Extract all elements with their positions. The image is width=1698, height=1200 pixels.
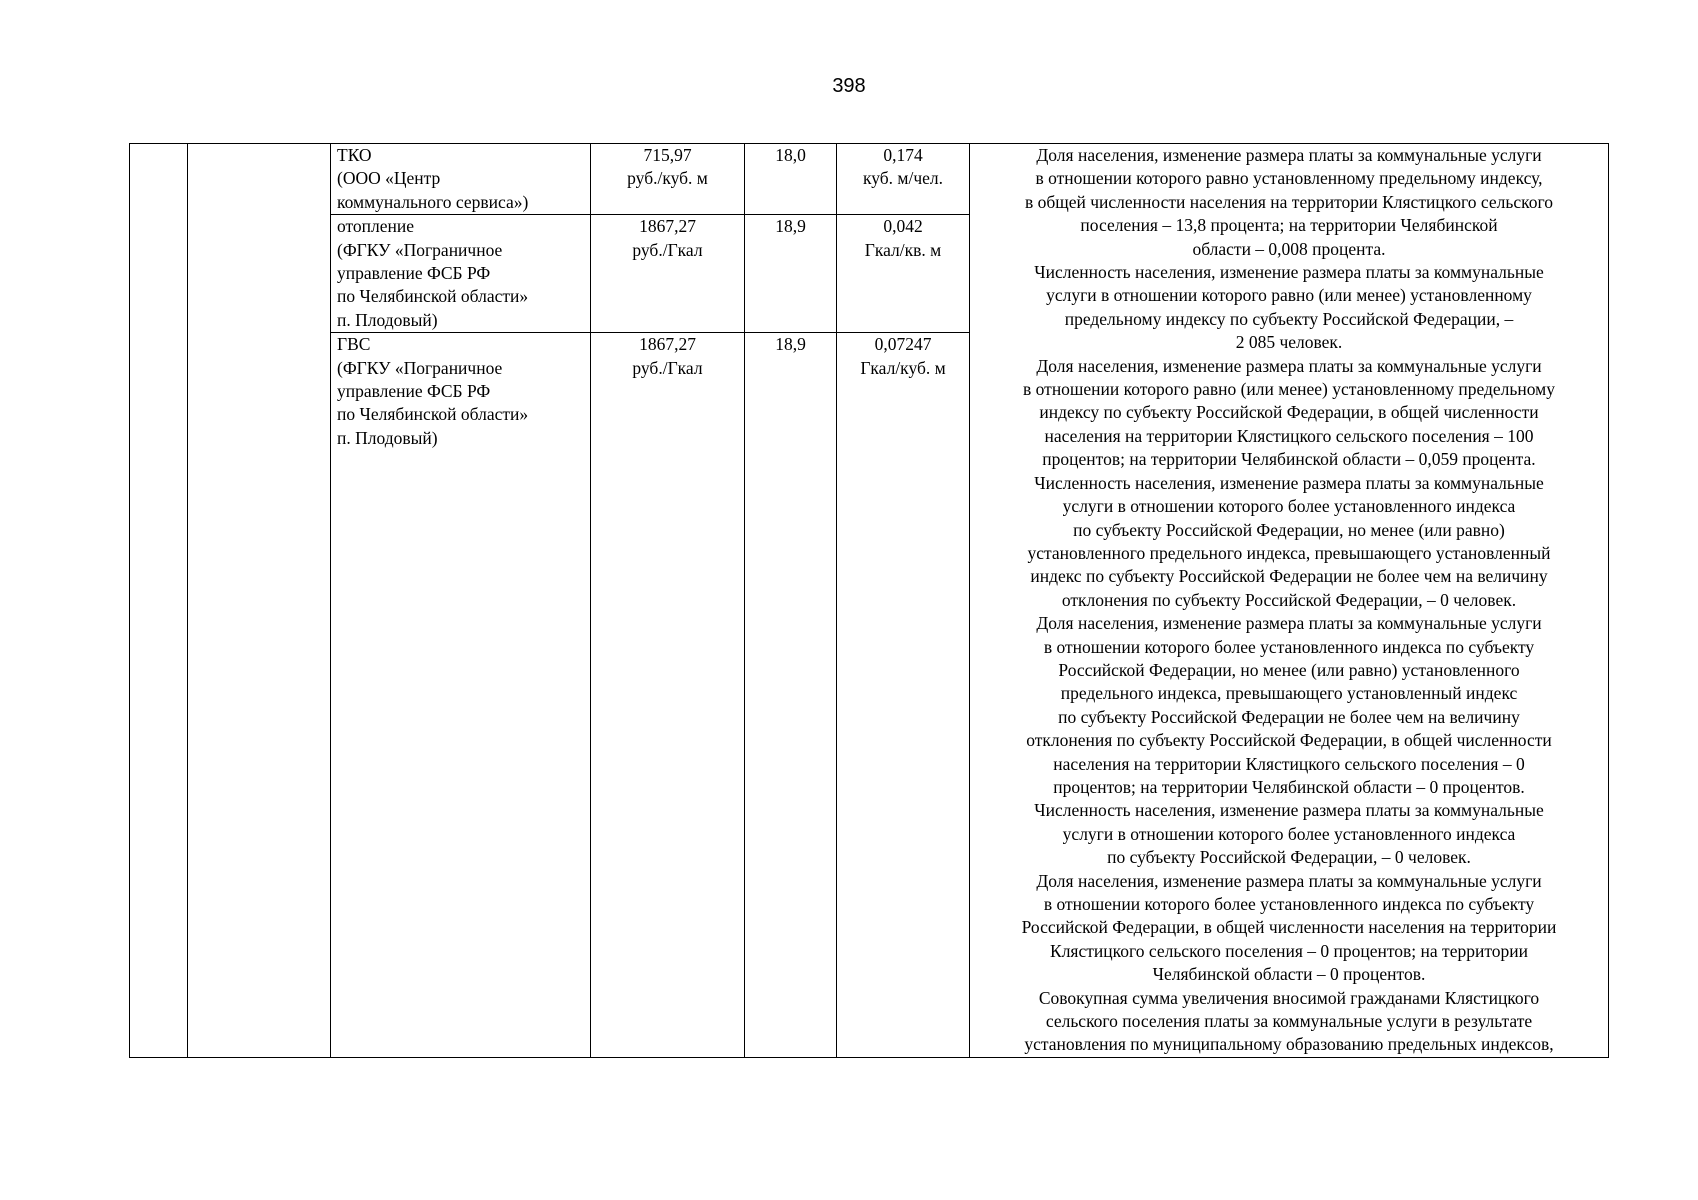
description-line: Доля населения, изменение размера платы за коммунальные услуги [1036,870,1542,891]
page-number: 398 [832,75,866,97]
description-line: Челябинской области – 0 процентов. [1152,964,1426,985]
description-line: по субъекту Российской Федерации, – 0 человек. [1107,847,1471,868]
service-line: (ФГКУ «Пограничное [337,239,503,260]
norm-value: 0,174 [883,145,923,165]
empty-cell-number [130,144,188,1058]
description-line: по субъекту Российской Федерации не более чем на величину [1058,706,1520,727]
tariff-cell [591,215,745,333]
service-line: по Челябинской области» [337,404,529,425]
index-value: 18,9 [775,216,806,237]
description-line: в отношении которого равно установленному предельному индексу, [1035,168,1543,189]
description-line: населения на территории Клястицкого сельского поселения – 0 [1053,753,1525,774]
description-line: в отношении которого более установленного индекса по субъекту [1043,894,1535,914]
service-cell [331,333,591,1058]
index-cell [745,144,837,215]
norm-unit: Гкал/кв. м [864,239,942,260]
description-line: отклонения по субъекту Российской Федерации, – 0 человек. [1061,589,1517,610]
norm-cell [837,333,970,1058]
tariff-table [129,143,1609,1058]
service-line: (ООО «Центр [337,168,441,189]
empty-cell-municipality [188,144,331,1058]
description-line: по субъекту Российской Федерации, но менее (или равно) [1073,519,1505,540]
description-line: Доля населения, изменение размера платы за коммунальные услуги [1036,355,1542,376]
description-line: Клястицкого сельского поселения – 0 процентов; на территории [1050,940,1528,961]
description-line: процентов; на территории Челябинской области – 0 процентов. [1053,776,1525,797]
description-line: Численность населения, изменение размера платы за коммунальные [1034,262,1544,283]
description-line: установленного предельного индекса, превышающего установленный [1027,542,1551,563]
description-line: предельному индексу по субъекту Российской Федерации, – [1064,308,1514,329]
description-line: области – 0,008 процента. [1192,238,1386,259]
description-line: отклонения по субъекту Российской Федерации, в общей численности [1026,730,1552,751]
description-line: Численность населения, изменение размера платы за коммунальные [1034,472,1544,493]
description-line: в общей численности населения на территории Клястицкого сельского [1024,191,1554,212]
service-line: п. Плодовый) [337,427,438,448]
norm-unit: Гкал/куб. м [860,357,946,378]
tariff-cell [591,144,745,215]
service-line: управление ФСБ РФ [337,263,491,284]
tariff-value: 1867,27 [639,334,696,355]
norm-value: 0,07247 [874,334,932,355]
description-line: индекс по субъекту Российской Федерации не более чем на величину [1030,566,1548,587]
tariff-value: 1867,27 [639,216,696,237]
index-cell [745,333,837,1058]
index-value: 18,0 [775,145,806,165]
description-line: поселения – 13,8 процента; на территории Челябинской [1080,215,1498,236]
norm-cell [837,144,970,215]
description-line: индексу по субъекту Российской Федерации, в общей численности [1039,402,1539,423]
description-line: услуги в отношении которого равно (или менее) установленному [1046,285,1532,306]
description-line: Российской Федерации, но менее (или равно) установленного [1058,659,1520,680]
description-line: процентов; на территории Челябинской области – 0,059 процента. [1042,449,1536,470]
description-line: 2 085 человек. [1235,332,1343,353]
description-line: Доля населения, изменение размера платы за коммунальные услуги [1036,613,1542,634]
description-line: Российской Федерации, в общей численности населения на территории [1021,917,1557,938]
description-line: Доля населения, изменение размера платы за коммунальные услуги [1036,145,1542,165]
description-line: услуги в отношении которого более установленного индекса [1062,823,1516,844]
description-line: установления по муниципальному образованию предельных индексов, [1024,1034,1554,1055]
index-value: 18,9 [775,334,806,355]
description-line: предельного индекса, превышающего установленный индекс [1060,683,1518,704]
description-line: Совокупная сумма увеличения вносимой гражданами Клястицкого [1038,987,1540,1008]
table-row [130,144,1609,215]
service-cell [331,215,591,333]
description-cell [970,144,1609,1058]
service-line: ГВС [337,334,371,355]
tariff-cell [591,333,745,1058]
description-line: услуги в отношении которого более установленного индекса [1062,496,1516,517]
description-line: в отношении которого равно (или менее) установленному предельному [1023,379,1555,400]
service-line: ТКО [337,145,372,165]
service-line: по Челябинской области» [337,286,529,307]
service-line: коммунального сервиса») [337,191,529,212]
norm-value: 0,042 [883,216,923,237]
tariff-unit: руб./Гкал [632,357,703,378]
description-line: в отношении которого более установленного индекса по субъекту [1043,636,1535,657]
description-line: сельского поселения платы за коммунальные услуги в результате [1045,1011,1533,1032]
norm-unit: куб. м/чел. [862,168,944,189]
tariff-unit: руб./Гкал [632,239,703,260]
tariff-value: 715,97 [643,145,692,165]
service-cell [331,144,591,215]
service-line: управление ФСБ РФ [337,381,491,402]
index-cell [745,215,837,333]
norm-cell [837,215,970,333]
service-line: (ФГКУ «Пограничное [337,357,503,378]
service-line: п. Плодовый) [337,309,438,330]
tariff-unit: руб./куб. м [627,168,708,189]
service-line: отопление [337,216,415,237]
description-line: Численность населения, изменение размера платы за коммунальные [1034,800,1544,821]
description-line: населения на территории Клястицкого сельского поселения – 100 [1044,425,1534,446]
